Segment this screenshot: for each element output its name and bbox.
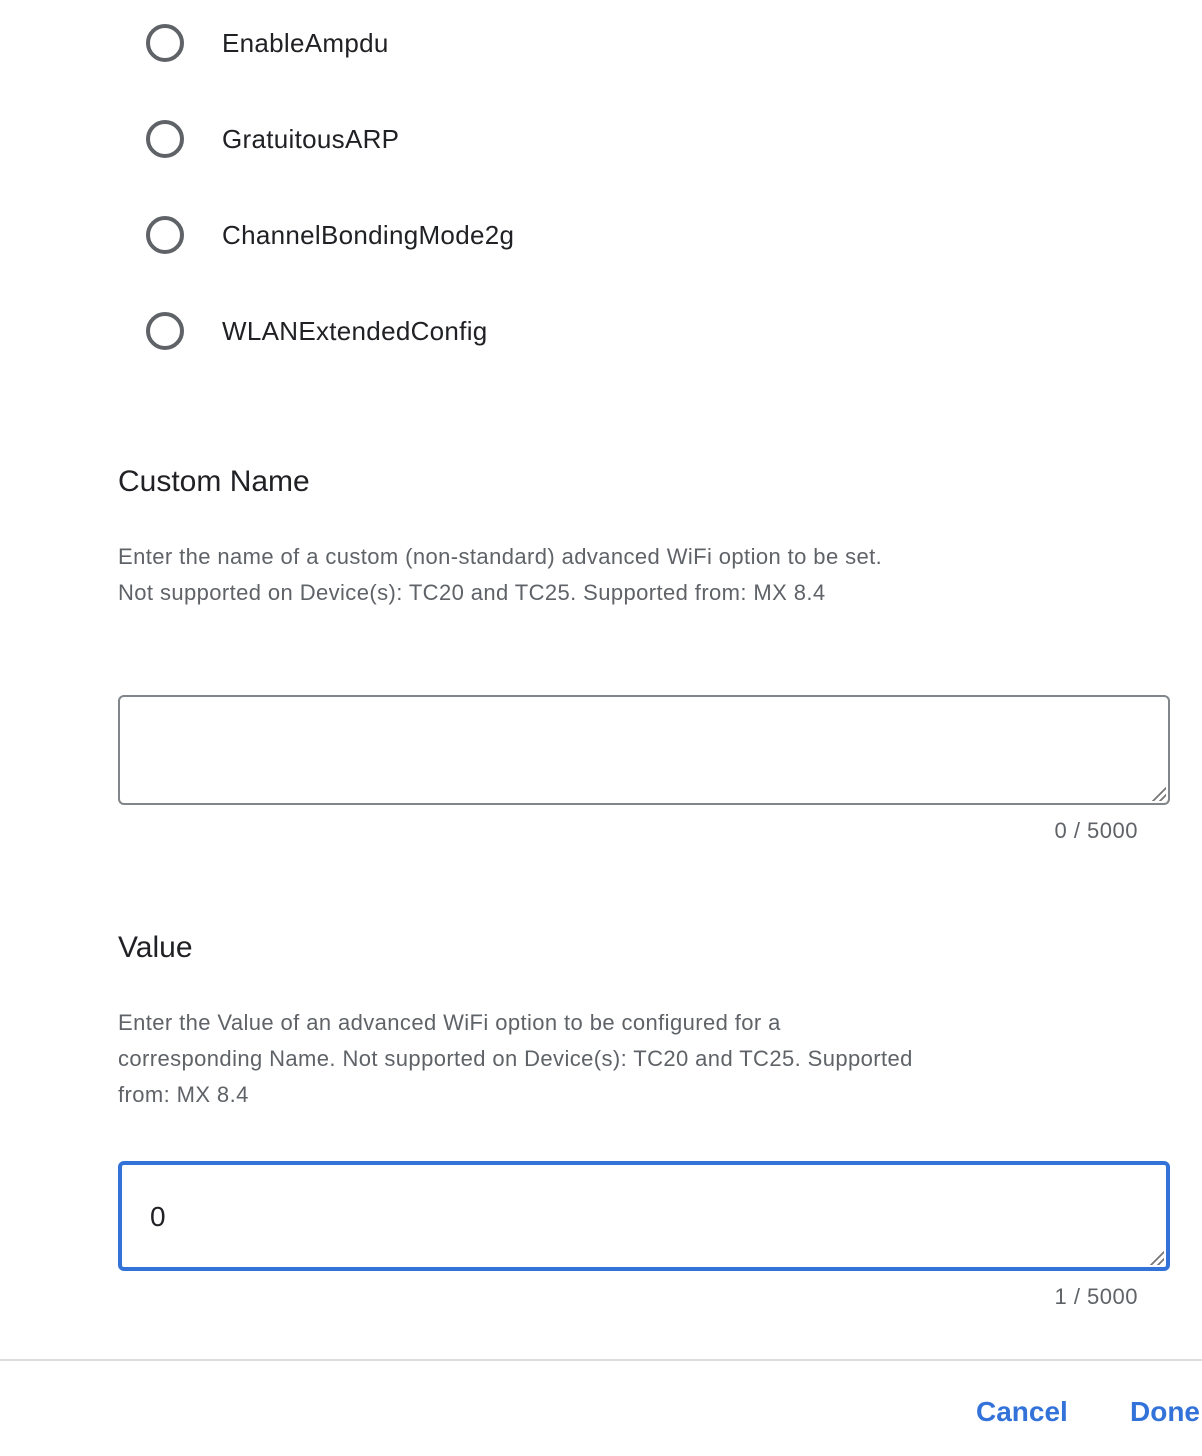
radio-circle-icon[interactable] <box>146 216 184 254</box>
value-title: Value <box>118 931 193 964</box>
radio-label: ChannelBondingMode2g <box>222 219 515 250</box>
radio-label: WLANExtendedConfig <box>222 315 488 346</box>
value-counter: 1 / 5000 <box>1054 1284 1138 1309</box>
custom-name-input[interactable] <box>118 695 1170 805</box>
radio-option-gratuitousarp[interactable] <box>146 120 400 158</box>
custom-name-counter: 0 / 5000 <box>1054 818 1138 843</box>
radio-circle-icon[interactable] <box>146 24 184 62</box>
value-text: 0 <box>150 1201 166 1232</box>
cancel-button[interactable]: Cancel <box>976 1396 1068 1427</box>
value-input[interactable] <box>118 1161 1170 1271</box>
resize-handle-icon[interactable] <box>1152 787 1166 801</box>
resize-handle-icon[interactable] <box>1150 1251 1164 1265</box>
radio-option-wlanextendedconfig[interactable] <box>146 312 488 350</box>
value-description: Enter the Value of an advanced WiFi option to be configured for a corresponding Name. Not supported on Device(s): TC20 and TC25. Supported from: MX 8.4 <box>118 1010 913 1107</box>
radio-option-enableampdu[interactable] <box>146 24 389 62</box>
custom-name-description: Enter the name of a custom (non-standard) advanced WiFi option to be set. Not supported on Device(s): TC20 and TC25. Supported from: MX 8.4 <box>118 544 883 605</box>
custom-name-title: Custom Name <box>118 465 310 498</box>
done-button[interactable]: Done <box>1130 1396 1200 1427</box>
radio-label: EnableAmpdu <box>222 27 389 58</box>
footer-divider <box>0 1359 1202 1361</box>
radio-option-channelbondingmode2g[interactable] <box>146 216 515 254</box>
radio-circle-icon[interactable] <box>146 120 184 158</box>
radio-circle-icon[interactable] <box>146 312 184 350</box>
radio-label: GratuitousARP <box>222 123 400 154</box>
